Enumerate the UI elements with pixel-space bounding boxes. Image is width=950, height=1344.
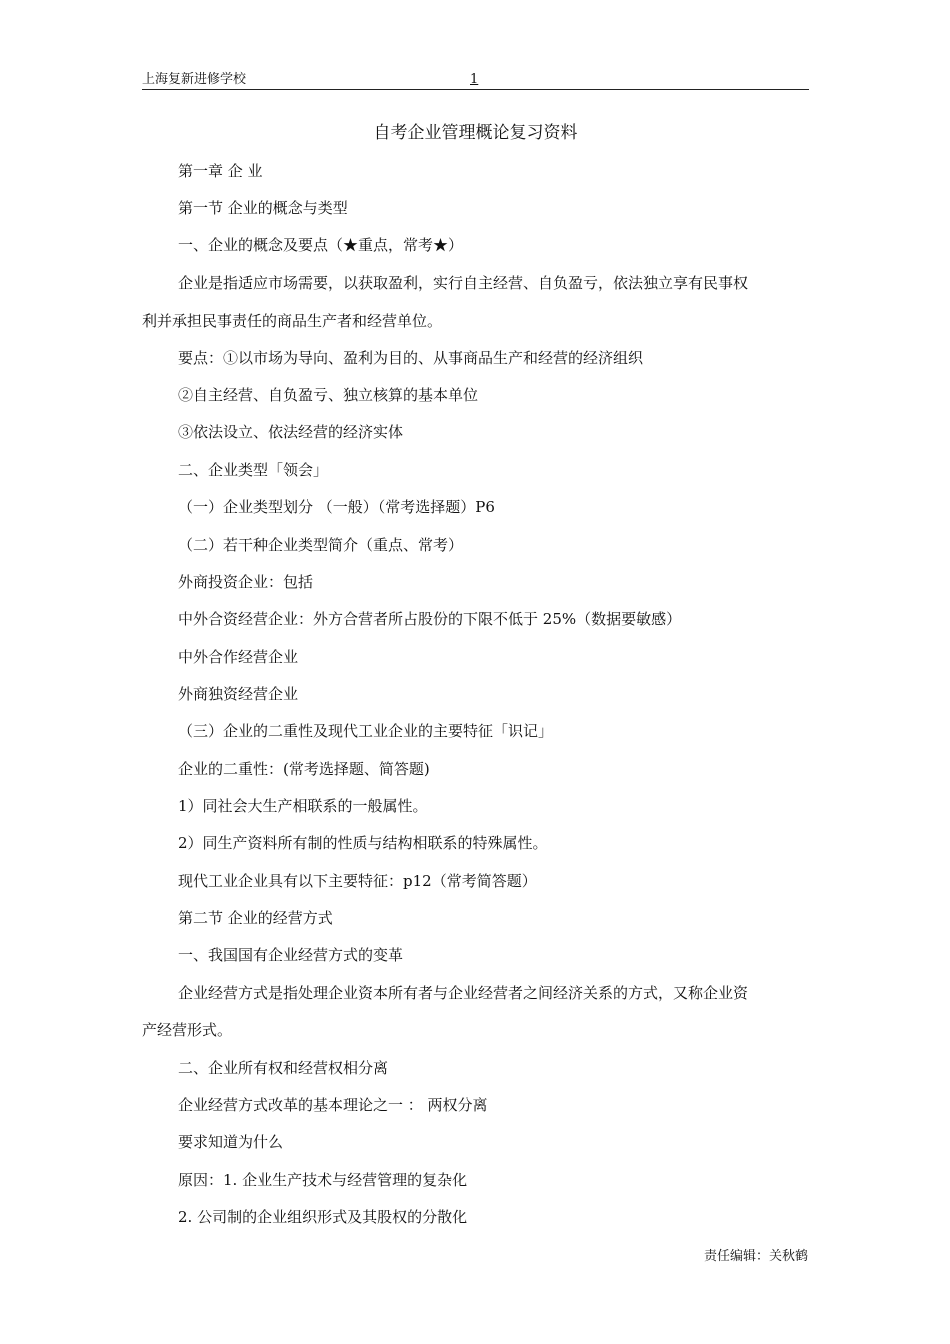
paragraph-line: 要求知道为什么	[178, 1133, 284, 1151]
key-point: ③依法设立、依法经营的经济实体	[178, 423, 404, 441]
document-title: 自考企业管理概论复习资料	[373, 123, 578, 143]
list-item: 2）同生产资料所有制的性质与结构相联系的特殊属性。	[178, 834, 548, 852]
paragraph-line: 企业是指适应市场需要，以获取盈利，实行自主经营、自负盈亏，依法独立享有民事权	[178, 274, 749, 292]
list-item: （一）企业类型划分 （一般）（常考选择题）P6	[178, 498, 495, 516]
paragraph-line: 企业的二重性：(常考选择题、简答题)	[178, 760, 430, 778]
chapter-heading: 第一章 企 业	[178, 162, 263, 180]
paragraph-line: 企业经营方式是指处理企业资本所有者与企业经营者之间经济关系的方式，又称企业资	[178, 984, 749, 1002]
subsection-heading: 一、我国国有企业经营方式的变革	[178, 946, 404, 964]
section-heading: 第一节 企业的概念与类型	[178, 199, 348, 217]
paragraph-line: 现代工业企业具有以下主要特征：p12（常考简答题）	[178, 872, 537, 890]
list-item: （二）若干种企业类型简介（重点、常考）	[178, 536, 464, 554]
paragraph-line: 中外合作经营企业	[178, 648, 299, 666]
key-point: ②自主经营、自负盈亏、独立核算的基本单位	[178, 386, 479, 404]
subsection-heading: 二、企业类型「领会」	[178, 461, 329, 479]
paragraph-line: 企业经营方式改革的基本理论之一 ： 两权分离	[178, 1096, 488, 1114]
key-point: 要点：①以市场为导向、盈利为目的、从事商品生产和经营的经济组织	[178, 349, 644, 367]
paragraph-line: 中外合资经营企业：外方合营者所占股份的下限不低于 25%（数据要敏感）	[178, 610, 682, 628]
subsection-heading: 二、企业所有权和经营权相分离	[178, 1059, 389, 1077]
section-heading: 第二节 企业的经营方式	[178, 909, 333, 927]
list-item: 2. 公司制的企业组织形式及其股权的分散化	[178, 1208, 468, 1226]
header-page-number: 1	[470, 72, 479, 87]
page-footer-editor: 责任编辑：关秋鹤	[703, 1249, 808, 1264]
paragraph-line: 产经营形式。	[142, 1021, 233, 1039]
header-school-name: 上海复新进修学校	[142, 72, 247, 87]
page-header	[142, 70, 809, 90]
paragraph-line: 外商独资经营企业	[178, 685, 299, 703]
list-item: 原因：1. 企业生产技术与经营管理的复杂化	[178, 1171, 468, 1189]
list-item: （三）企业的二重性及现代工业企业的主要特征「识记」	[178, 722, 554, 740]
list-item: 1）同社会大生产相联系的一般属性。	[178, 797, 428, 815]
paragraph-line: 利并承担民事责任的商品生产者和经营单位。	[142, 312, 443, 330]
paragraph-line: 外商投资企业：包括	[178, 573, 314, 591]
subsection-heading: 一、企业的概念及要点（★重点，常考★）	[178, 236, 464, 254]
